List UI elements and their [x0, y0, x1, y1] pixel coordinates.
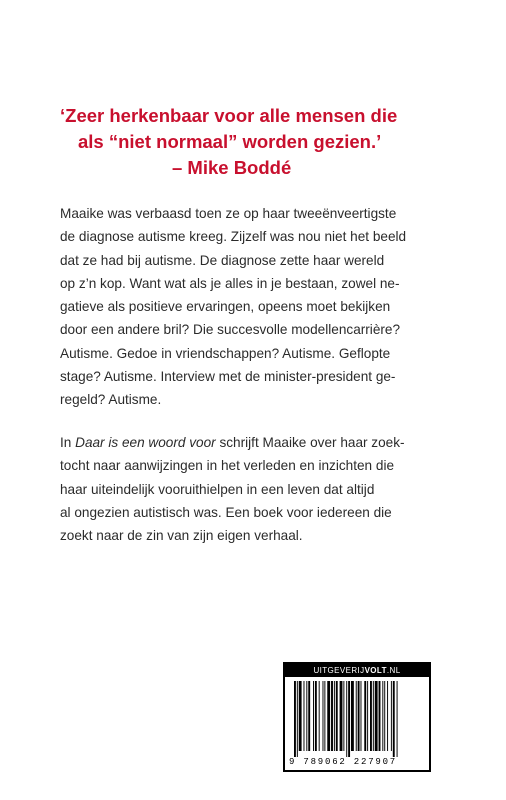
barcode-bar	[375, 681, 378, 751]
barcode-bar	[319, 681, 320, 751]
blurb-prefix: In	[60, 435, 76, 450]
barcode-bars	[294, 681, 422, 757]
barcode-bar	[370, 681, 372, 751]
blurb-line: door een andere bril? Die succesvolle modellencarrière?	[60, 322, 401, 338]
barcode-bar	[384, 681, 385, 751]
blurb-line: gatieve als positieve ervaringen, opeens moet bekijken	[60, 299, 391, 315]
barcode-bar	[393, 681, 395, 757]
barcode-bar	[351, 681, 354, 751]
blurb-line: tocht naar aanwijzingen in het verleden en inzichten die	[60, 458, 395, 474]
blurb-line: haar uiteindelijk vooruithielpen in een leven dat altijd	[60, 481, 375, 497]
barcode-bar	[358, 681, 360, 751]
barcode-bar	[324, 681, 325, 751]
blurb-line: op z’n kop. Want wat als je alles in je bestaan, zowel ne-	[60, 275, 400, 291]
blurb-line: de diagnose autisme kreeg. Zijzelf was nou niet het beeld	[60, 229, 407, 245]
barcode-bar	[323, 681, 324, 751]
barcode-bar	[294, 681, 296, 757]
blurb-paragraph-1	[60, 202, 460, 412]
barcode-bar	[361, 681, 362, 751]
quote-line-1: ‘Zeer herkenbaar voor alle mensen die	[60, 105, 398, 126]
barcode-bar	[364, 681, 366, 751]
quote-line-2: als “niet normaal” worden gezien.’	[78, 131, 382, 152]
blurb-line: zoekt naar de zin van zijn eigen verhaal.	[60, 528, 303, 544]
barcode-bar	[304, 681, 305, 751]
book-title: Daar is een woord voor	[75, 435, 216, 450]
barcode-bar	[387, 681, 388, 751]
barcode-bar	[343, 681, 344, 751]
quote-attribution: – Mike Boddé	[172, 157, 292, 178]
barcode-bar	[331, 681, 333, 751]
barcode-bar	[382, 681, 383, 751]
publisher-label	[285, 664, 429, 677]
barcode-bar	[373, 681, 374, 751]
isbn-barcode	[283, 662, 431, 772]
blurb-line: stage? Autisme. Interview met de minister-president ge-	[60, 369, 396, 385]
isbn-number: 9 789062 227907	[289, 757, 398, 767]
barcode-bar	[299, 681, 302, 751]
barcode-bar	[308, 681, 310, 751]
barcode-bar	[327, 681, 330, 751]
barcode-bar	[367, 681, 368, 751]
barcode-bar	[315, 681, 317, 751]
barcode-bar	[346, 681, 347, 757]
barcode-bar	[306, 681, 307, 751]
blurb-suffix: schrijft Maaike over haar zoek-	[215, 435, 405, 450]
publisher-suffix: .NL	[386, 666, 401, 675]
blurb-line: Maaike was verbaasd toen ze op haar tweeënveertigste	[60, 206, 397, 221]
barcode-bar	[313, 681, 314, 751]
barcode-bar	[356, 681, 357, 751]
publisher-prefix: UITGEVERIJ	[313, 666, 365, 675]
barcode-bar	[334, 681, 335, 751]
barcode-bar	[391, 681, 392, 751]
barcode-bar	[379, 681, 381, 751]
barcode-bar	[340, 681, 343, 751]
blurb-paragraph-2	[60, 431, 460, 547]
blurb-line: al ongezien autistisch was. Een boek voor iedereen die	[60, 504, 392, 520]
blurb-line: dat ze had bij autisme. De diagnose zette haar wereld	[60, 252, 385, 268]
barcode-bar	[297, 681, 298, 757]
blurb-line: Autisme. Gedoe in vriendschappen? Autisme. Geflopte	[60, 345, 391, 361]
blurb-line: regeld? Autisme.	[60, 392, 162, 408]
barcode-bar	[336, 681, 338, 751]
endorsement-quote	[60, 103, 460, 181]
barcode-bar	[397, 681, 398, 757]
barcode-bar	[348, 681, 350, 757]
publisher-bold: VOLT	[364, 666, 387, 675]
blurb-line	[60, 431, 460, 454]
